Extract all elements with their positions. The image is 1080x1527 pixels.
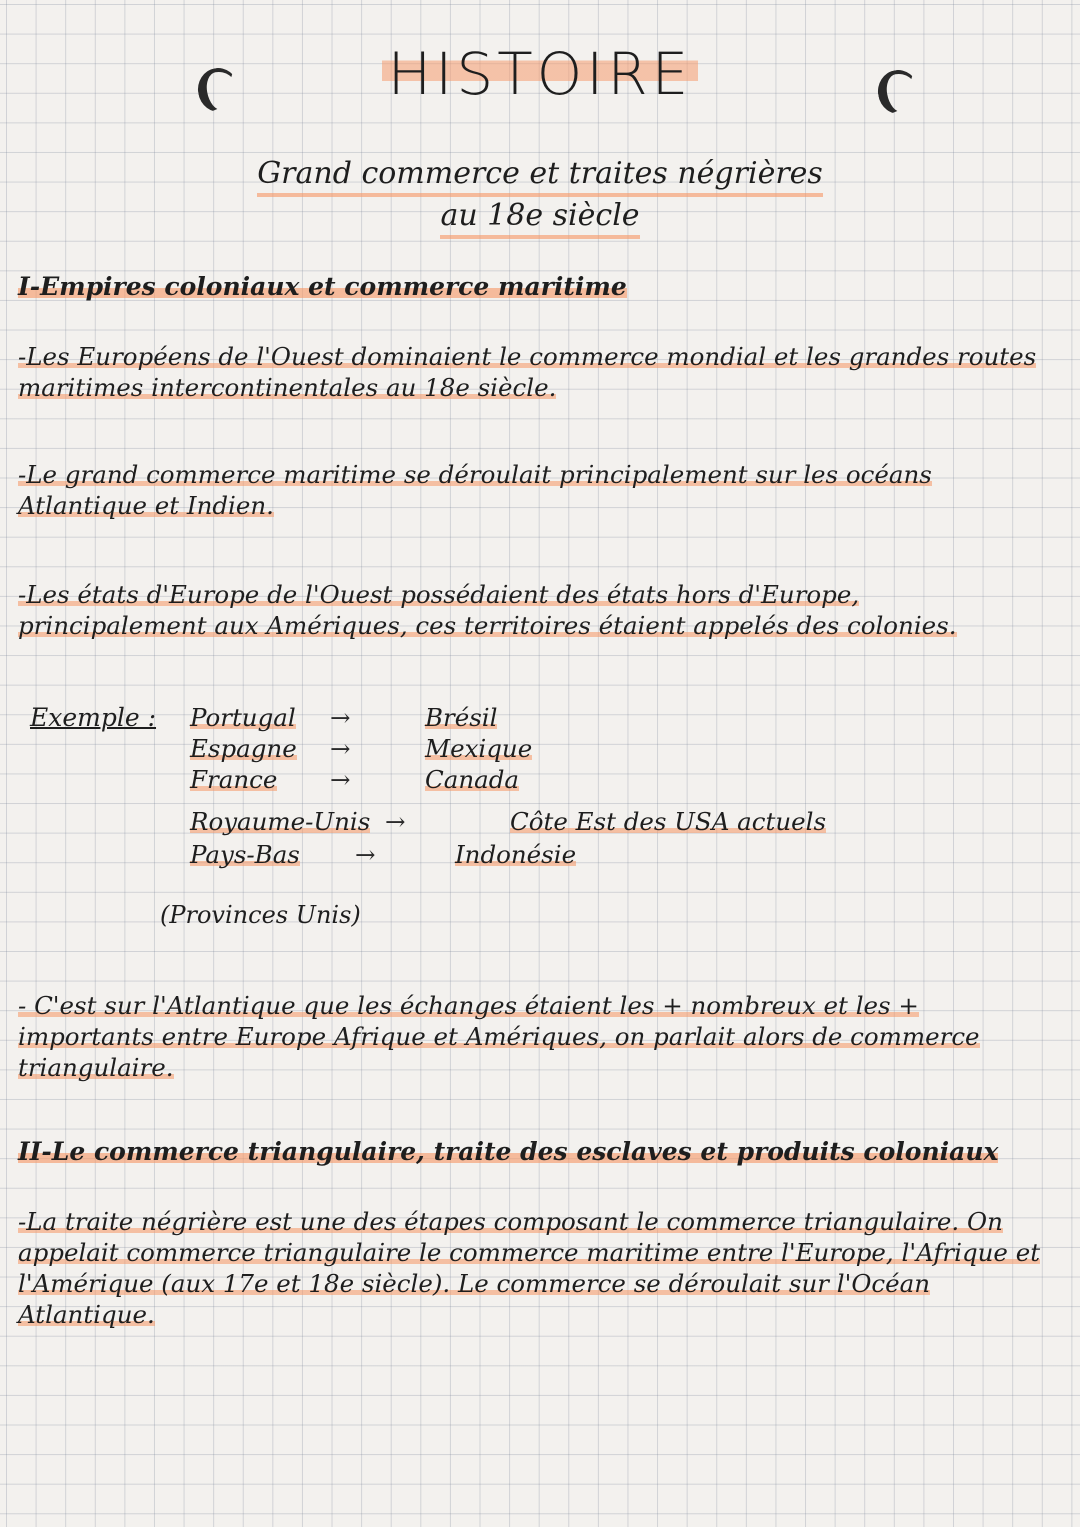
arrow-icon: → bbox=[330, 734, 351, 763]
example-label: Exemple : bbox=[30, 703, 157, 732]
paragraph-1-text: -Les Européens de l'Ouest dominaient le commerce mondial et les grandes routes maritimes intercontinentales au 18e siècle. bbox=[18, 342, 1037, 402]
paragraph-4-text: - C'est sur l'Atlantique que les échanges étaient les + nombreux et les + importants entre Europe Afrique et Amériques, on parlait alors de commerce triangulaire. bbox=[18, 991, 980, 1082]
example-colony: Brésil bbox=[425, 703, 498, 732]
paragraph-1 bbox=[18, 341, 1053, 403]
example-colony: Canada bbox=[425, 765, 520, 794]
example-colony: Mexique bbox=[425, 734, 533, 763]
paragraph-4 bbox=[18, 990, 1053, 1083]
example-country: Royaume-Unis bbox=[190, 807, 371, 836]
paragraph-5 bbox=[18, 1206, 1053, 1330]
subtitle-line2-text: au 18e siècle bbox=[440, 198, 639, 239]
arrow-icon: → bbox=[355, 840, 376, 869]
page-subtitle-line1 bbox=[0, 156, 1080, 191]
paragraph-3 bbox=[18, 579, 1053, 641]
example-country: France bbox=[190, 765, 278, 794]
section-1-heading bbox=[18, 272, 627, 301]
example-colony: Indonésie bbox=[455, 840, 577, 869]
section-1-heading-text: I-Empires coloniaux et commerce maritime bbox=[18, 272, 627, 301]
arrow-icon: → bbox=[385, 807, 406, 836]
page-title bbox=[0, 40, 1080, 108]
paragraph-2 bbox=[18, 459, 1053, 521]
example-country: Pays-Bas bbox=[190, 840, 300, 869]
example-country: Espagne bbox=[190, 734, 297, 763]
section-2-heading bbox=[18, 1137, 1058, 1166]
subtitle-line1-text: Grand commerce et traites négrières bbox=[257, 156, 823, 197]
paragraph-5-text: -La traite négrière est une des étapes composant le commerce triangulaire. On appelait commerce triangulaire le commerce maritime entre l'Europe, l'Afrique et l'Amérique (aux 17e et 18e siècle). Le commerce se déroulait sur l'Océan Atlantique. bbox=[18, 1207, 1041, 1329]
example-note: (Provinces Unis) bbox=[160, 901, 361, 929]
arrow-icon: → bbox=[330, 703, 351, 732]
paragraph-3-text: -Les états d'Europe de l'Ouest possédaient des états hors d'Europe, principalement aux Amériques, ces territoires étaient appelés des colonies. bbox=[18, 580, 957, 640]
page-subtitle-line2 bbox=[0, 198, 1080, 233]
paragraph-2-text: -Le grand commerce maritime se déroulait principalement sur les océans Atlantique et Indien. bbox=[18, 460, 932, 520]
example-country: Portugal bbox=[190, 703, 296, 732]
arrow-icon: → bbox=[330, 765, 351, 794]
section-2-heading-text: II-Le commerce triangulaire, traite des esclaves et produits coloniaux bbox=[18, 1137, 999, 1166]
page-title-text: HISTOIRE bbox=[382, 40, 699, 108]
example-colony: Côte Est des USA actuels bbox=[510, 807, 827, 836]
